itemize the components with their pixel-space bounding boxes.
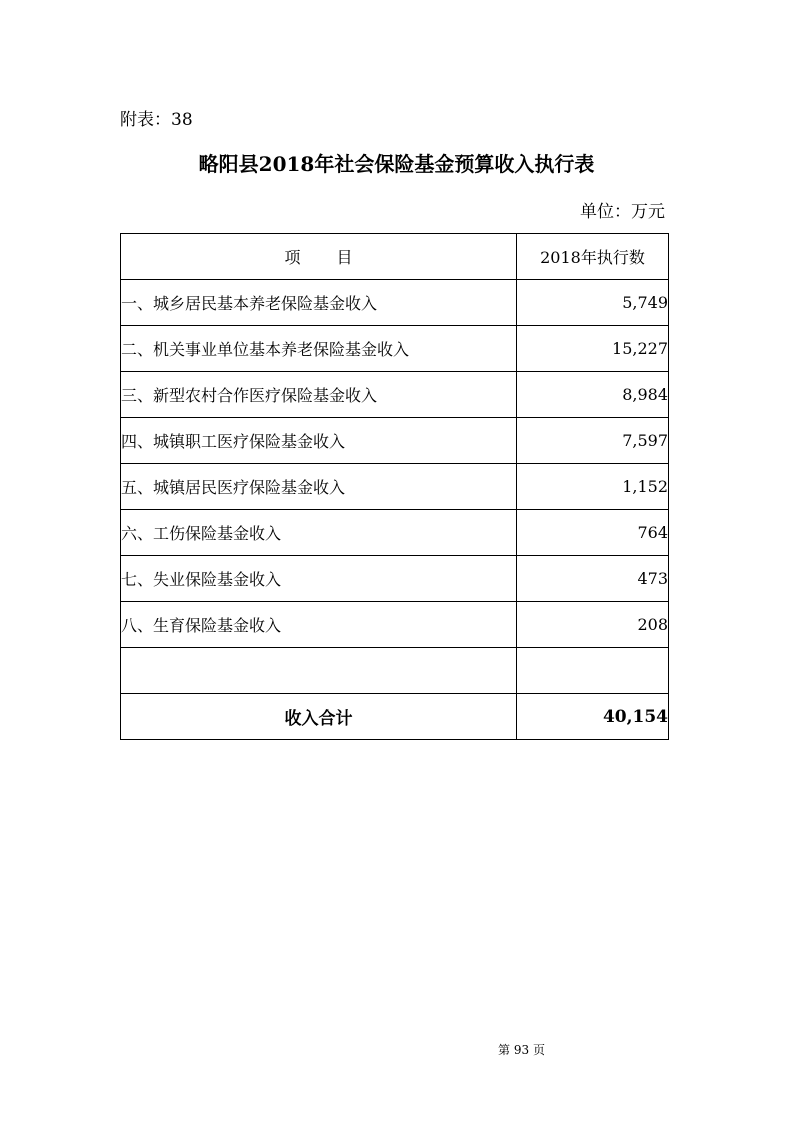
row-value: 208 [517, 602, 669, 648]
row-value [517, 648, 669, 694]
total-value: 40,154 [517, 694, 669, 740]
row-item: 七、失业保险基金收入 [121, 556, 517, 602]
row-item: 四、城镇职工医疗保险基金收入 [121, 418, 517, 464]
row-item: 五、城镇居民医疗保险基金收入 [121, 464, 517, 510]
row-value: 1,152 [517, 464, 669, 510]
header-value: 2018年执行数 [517, 234, 669, 280]
table-row [121, 280, 669, 326]
attachment-label: 附表：38 [120, 110, 193, 130]
table-row [121, 418, 669, 464]
page-footer-suffix: 页 [532, 1043, 545, 1057]
row-item: 六、工伤保险基金收入 [121, 510, 517, 556]
budget-table [120, 233, 669, 740]
row-item: 八、生育保险基金收入 [121, 602, 517, 648]
table-header-row [121, 234, 669, 280]
header-item [121, 234, 517, 280]
table-row [121, 602, 669, 648]
table-row [121, 326, 669, 372]
unit-label: 单位：万元 [580, 202, 665, 222]
table-row [121, 372, 669, 418]
header-item-left: 项 [284, 248, 301, 267]
row-value: 5,749 [517, 280, 669, 326]
row-value: 473 [517, 556, 669, 602]
header-item-right: 目 [336, 248, 353, 267]
total-label: 收入合计 [121, 694, 517, 740]
table-row [121, 556, 669, 602]
page-number: 93 [513, 1043, 530, 1057]
page-footer [0, 1042, 793, 1058]
total-row [121, 694, 669, 740]
table-row [121, 510, 669, 556]
row-value: 8,984 [517, 372, 669, 418]
row-item: 三、新型农村合作医疗保险基金收入 [121, 372, 517, 418]
page-title: 略阳县2018年社会保险基金预算收入执行表 [198, 152, 595, 176]
row-value: 764 [517, 510, 669, 556]
row-value: 7,597 [517, 418, 669, 464]
page-footer-prefix: 第 [498, 1043, 511, 1057]
table-row-empty [121, 648, 669, 694]
row-value: 15,227 [517, 326, 669, 372]
row-item: 二、机关事业单位基本养老保险基金收入 [121, 326, 517, 372]
table-row [121, 464, 669, 510]
row-item [121, 648, 517, 694]
row-item: 一、城乡居民基本养老保险基金收入 [121, 280, 517, 326]
